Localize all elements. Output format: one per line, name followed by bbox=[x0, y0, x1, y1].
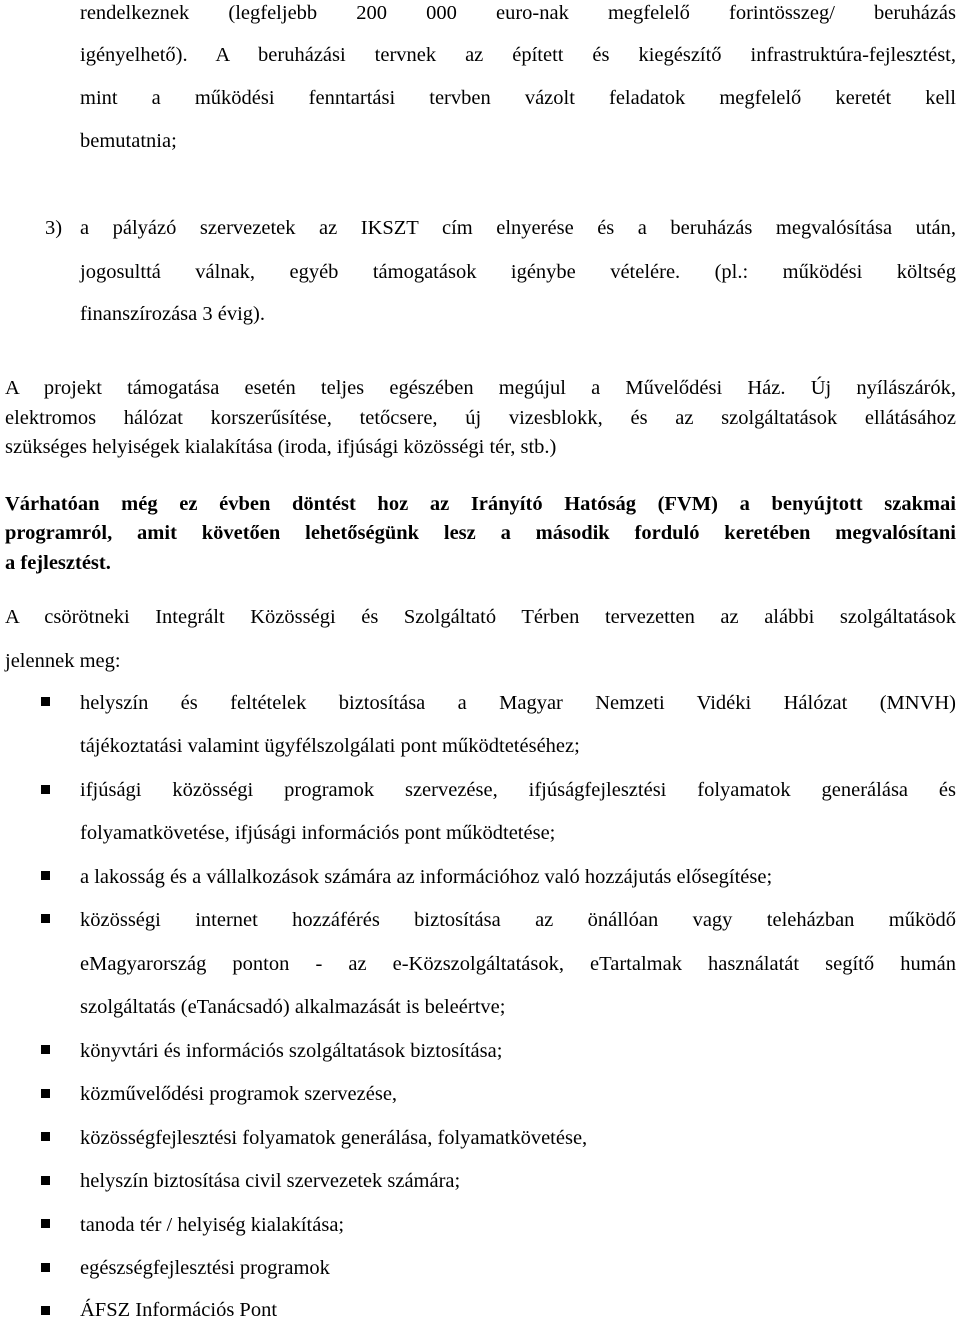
item2-line-1: rendelkeznek (legfeljebb 200 000 euro-nak megfelelő forintösszeg/ beruházás bbox=[80, 2, 956, 24]
bullet-icon bbox=[41, 1176, 50, 1185]
service-7-line-1: közösségfejlesztési folyamatok generálása, folyamatkövetése, bbox=[80, 1127, 588, 1149]
service-2-line-1: ifjúsági közösségi programok szervezése, ifjúságfejlesztési folyamatok generálása és bbox=[80, 779, 956, 801]
service-2-line-2: folyamatkövetése, ifjúsági információs pont működtetése; bbox=[80, 822, 556, 844]
decision-line-2: programról, amit követően lehetőségünk lesz a második forduló keretében megvalósítani bbox=[5, 522, 956, 544]
item2-line-3: mint a működési fenntartási tervben vázolt feladatok megfelelő keretét kell bbox=[80, 87, 956, 109]
renovation-line-2: elektromos hálózat korszerűsítése, tetőcsere, új vizesblokk, és az szolgáltatások ellátásához bbox=[5, 407, 956, 429]
service-4-line-1: közösségi internet hozzáférés biztosítása az önállóan vagy teleházban működő bbox=[80, 909, 956, 931]
bullet-icon bbox=[41, 697, 50, 706]
bullet-icon bbox=[41, 785, 50, 794]
bullet-icon bbox=[41, 1132, 50, 1141]
bullet-icon bbox=[41, 1045, 50, 1054]
decision-line-3: a fejlesztést. bbox=[5, 552, 111, 574]
item3-line-2: jogosulttá válnak, egyéb támogatások igénybe vételére. (pl.: működési költség bbox=[80, 261, 956, 283]
service-4-line-3: szolgáltatás (eTanácsadó) alkalmazását is beleértve; bbox=[80, 996, 506, 1018]
bullet-icon bbox=[41, 871, 50, 880]
service-4-line-2: eMagyarország ponton - az e-Közszolgáltatások, eTartalmak használatát segítő humán bbox=[80, 953, 956, 975]
bullet-icon bbox=[41, 914, 50, 923]
item2-line-2: igényelhető). A beruházási tervnek az épített és kiegészítő infrastruktúra-fejlesztést, bbox=[80, 44, 956, 66]
item3-line-3: finanszírozása 3 évig). bbox=[80, 303, 265, 325]
item2-line-4: bemutatnia; bbox=[80, 130, 177, 152]
renovation-line-1: A projekt támogatása esetén teljes egészében megújul a Művelődési Ház. Új nyílászárók, bbox=[5, 377, 956, 399]
bullet-icon bbox=[41, 1306, 50, 1315]
service-1-line-2: tájékoztatási valamint ügyfélszolgálati pont működtetéséhez; bbox=[80, 735, 580, 757]
service-1-line-1: helyszín és feltételek biztosítása a Magyar Nemzeti Vidéki Hálózat (MNVH) bbox=[80, 692, 956, 714]
item3-number: 3) bbox=[45, 217, 63, 239]
services-intro-line-2: jelennek meg: bbox=[5, 650, 121, 672]
service-8-line-1: helyszín biztosítása civil szervezetek számára; bbox=[80, 1170, 461, 1192]
bullet-icon bbox=[41, 1089, 50, 1098]
item3-line-1: a pályázó szervezetek az IKSZT cím elnyerése és a beruházás megvalósítása után, bbox=[80, 217, 956, 239]
bullet-icon bbox=[41, 1219, 50, 1228]
service-9-line-1: tanoda tér / helyiség kialakítása; bbox=[80, 1214, 345, 1236]
renovation-line-3: szükséges helyiségek kialakítása (iroda, ifjúsági közösségi tér, stb.) bbox=[5, 436, 557, 458]
service-11-line-1: ÁFSZ Információs Pont bbox=[80, 1299, 278, 1321]
services-intro-line-1: A csörötneki Integrált Közösségi és Szolgáltató Térben tervezetten az alábbi szolgáltatások bbox=[5, 606, 956, 628]
decision-line-1: Várhatóan még ez évben döntést hoz az Irányító Hatóság (FVM) a benyújtott szakmai bbox=[5, 493, 956, 515]
service-6-line-1: közművelődési programok szervezése, bbox=[80, 1083, 398, 1105]
service-5-line-1: könyvtári és információs szolgáltatások biztosítása; bbox=[80, 1040, 503, 1062]
service-3-line-1: a lakosság és a vállalkozások számára az információhoz való hozzájutás elősegítése; bbox=[80, 866, 773, 888]
service-10-line-1: egészségfejlesztési programok bbox=[80, 1257, 330, 1279]
bullet-icon bbox=[41, 1263, 50, 1272]
